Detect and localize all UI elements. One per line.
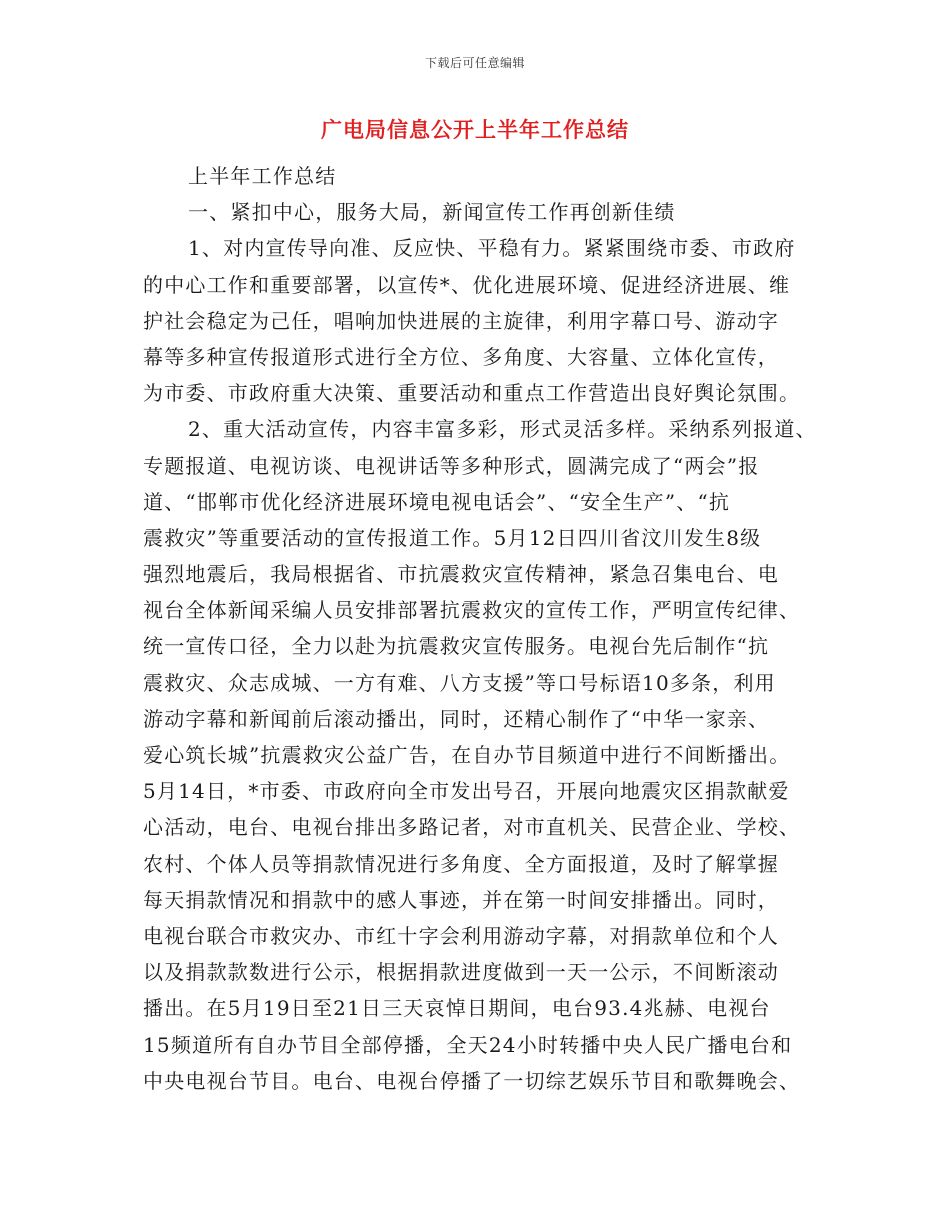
text-line: 上半年工作总结 [188,164,337,188]
text-line: 播出。在5月19日至21日三天哀悼日期间，电台93.4兆赫、电视台 [143,996,771,1021]
text-line: 1、对内宣传导向准、反应快、平稳有力。紧紧围绕市委、市政府 [188,236,796,261]
text-line: 一、紧扣中心，服务大局，新闻宣传工作再创新佳绩 [188,200,676,225]
text-line: 以及捐款款数进行公示，根据捐款进度做到一天一公示，不间断滚动 [143,960,779,985]
text-line: 视台全体新闻采编人员安排部署抗震救灾的宣传工作，严明宣传纪律、 [143,598,801,623]
text-line: 心活动，电台、电视台排出多路记者，对市直机关、民营企业、学校、 [143,815,801,840]
document-body [143,158,817,1099]
text-line: 震救灾”等重要活动的宣传报道工作。5月12日四川省汶川发生8级 [143,525,762,550]
text-line: 幕等多种宣传报道形式进行全方位、多角度、大容量、立体化宣传， [143,344,779,369]
text-line: 中央电视台节目。电台、电视台停播了一切综艺娱乐节目和歌舞晚会、 [143,1068,801,1093]
text-line: 爱心筑长城”抗震救灾公益广告，在自办节目频道中进行不间断播出。 [143,743,791,767]
text-line: 护社会稳定为己任，唱响加快进展的主旋律，利用字幕口号、游动字 [143,308,779,333]
page-header-note: 下载后可任意编辑 [424,56,525,70]
text-line: 专题报道、电视访谈、电视讲话等多种形式，圆满完成了“两会”报 [143,453,760,478]
text-line: 2、重大活动宣传，内容丰富多彩，形式灵活多样。采纳系列报道、 [188,417,817,442]
document-title: 广电局信息公开上半年工作总结 [321,118,629,142]
text-line: 游动字幕和新闻前后滚动播出，同时，还精心制作了“中华一家亲、 [143,706,770,731]
text-line: 统一宣传口径，全力以赴为抗震救灾宣传服务。电视台先后制作“抗 [143,634,770,659]
text-line: 每天捐款情况和捐款中的感人事迹，并在第一时间安排播出。同时， [143,887,779,912]
text-line: 为市委、市政府重大决策、重要活动和重点工作营造出良好舆论氛围。 [143,381,801,406]
text-line: 震救灾、众志成城、一方有难、八方支援”等口号标语10多条，利用 [143,670,776,695]
text-line: 道、“邯郸市优化经济进展环境电视电话会”、“安全生产”、“抗 [143,489,731,514]
text-line: 5月14日，*市委、市政府向全市发出号召，开展向地震灾区捐款献爱 [143,779,790,804]
text-line: 的中心工作和重要部署，以宣传*、优化进展环境、促进经济进展、维 [143,272,791,297]
text-line: 15频道所有自办节目全部停播，全天24小时转播中央人民广播电台和 [143,1032,793,1057]
text-line: 强烈地震后，我局根据省、市抗震救灾宣传精神，紧急召集电台、电 [143,562,779,587]
text-line: 农村、个体人员等捐款情况进行多角度、全方面报道，及时了解掌握 [143,851,779,876]
text-line: 电视台联合市救灾办、市红十字会利用游动字幕，对捐款单位和个人 [143,923,779,948]
